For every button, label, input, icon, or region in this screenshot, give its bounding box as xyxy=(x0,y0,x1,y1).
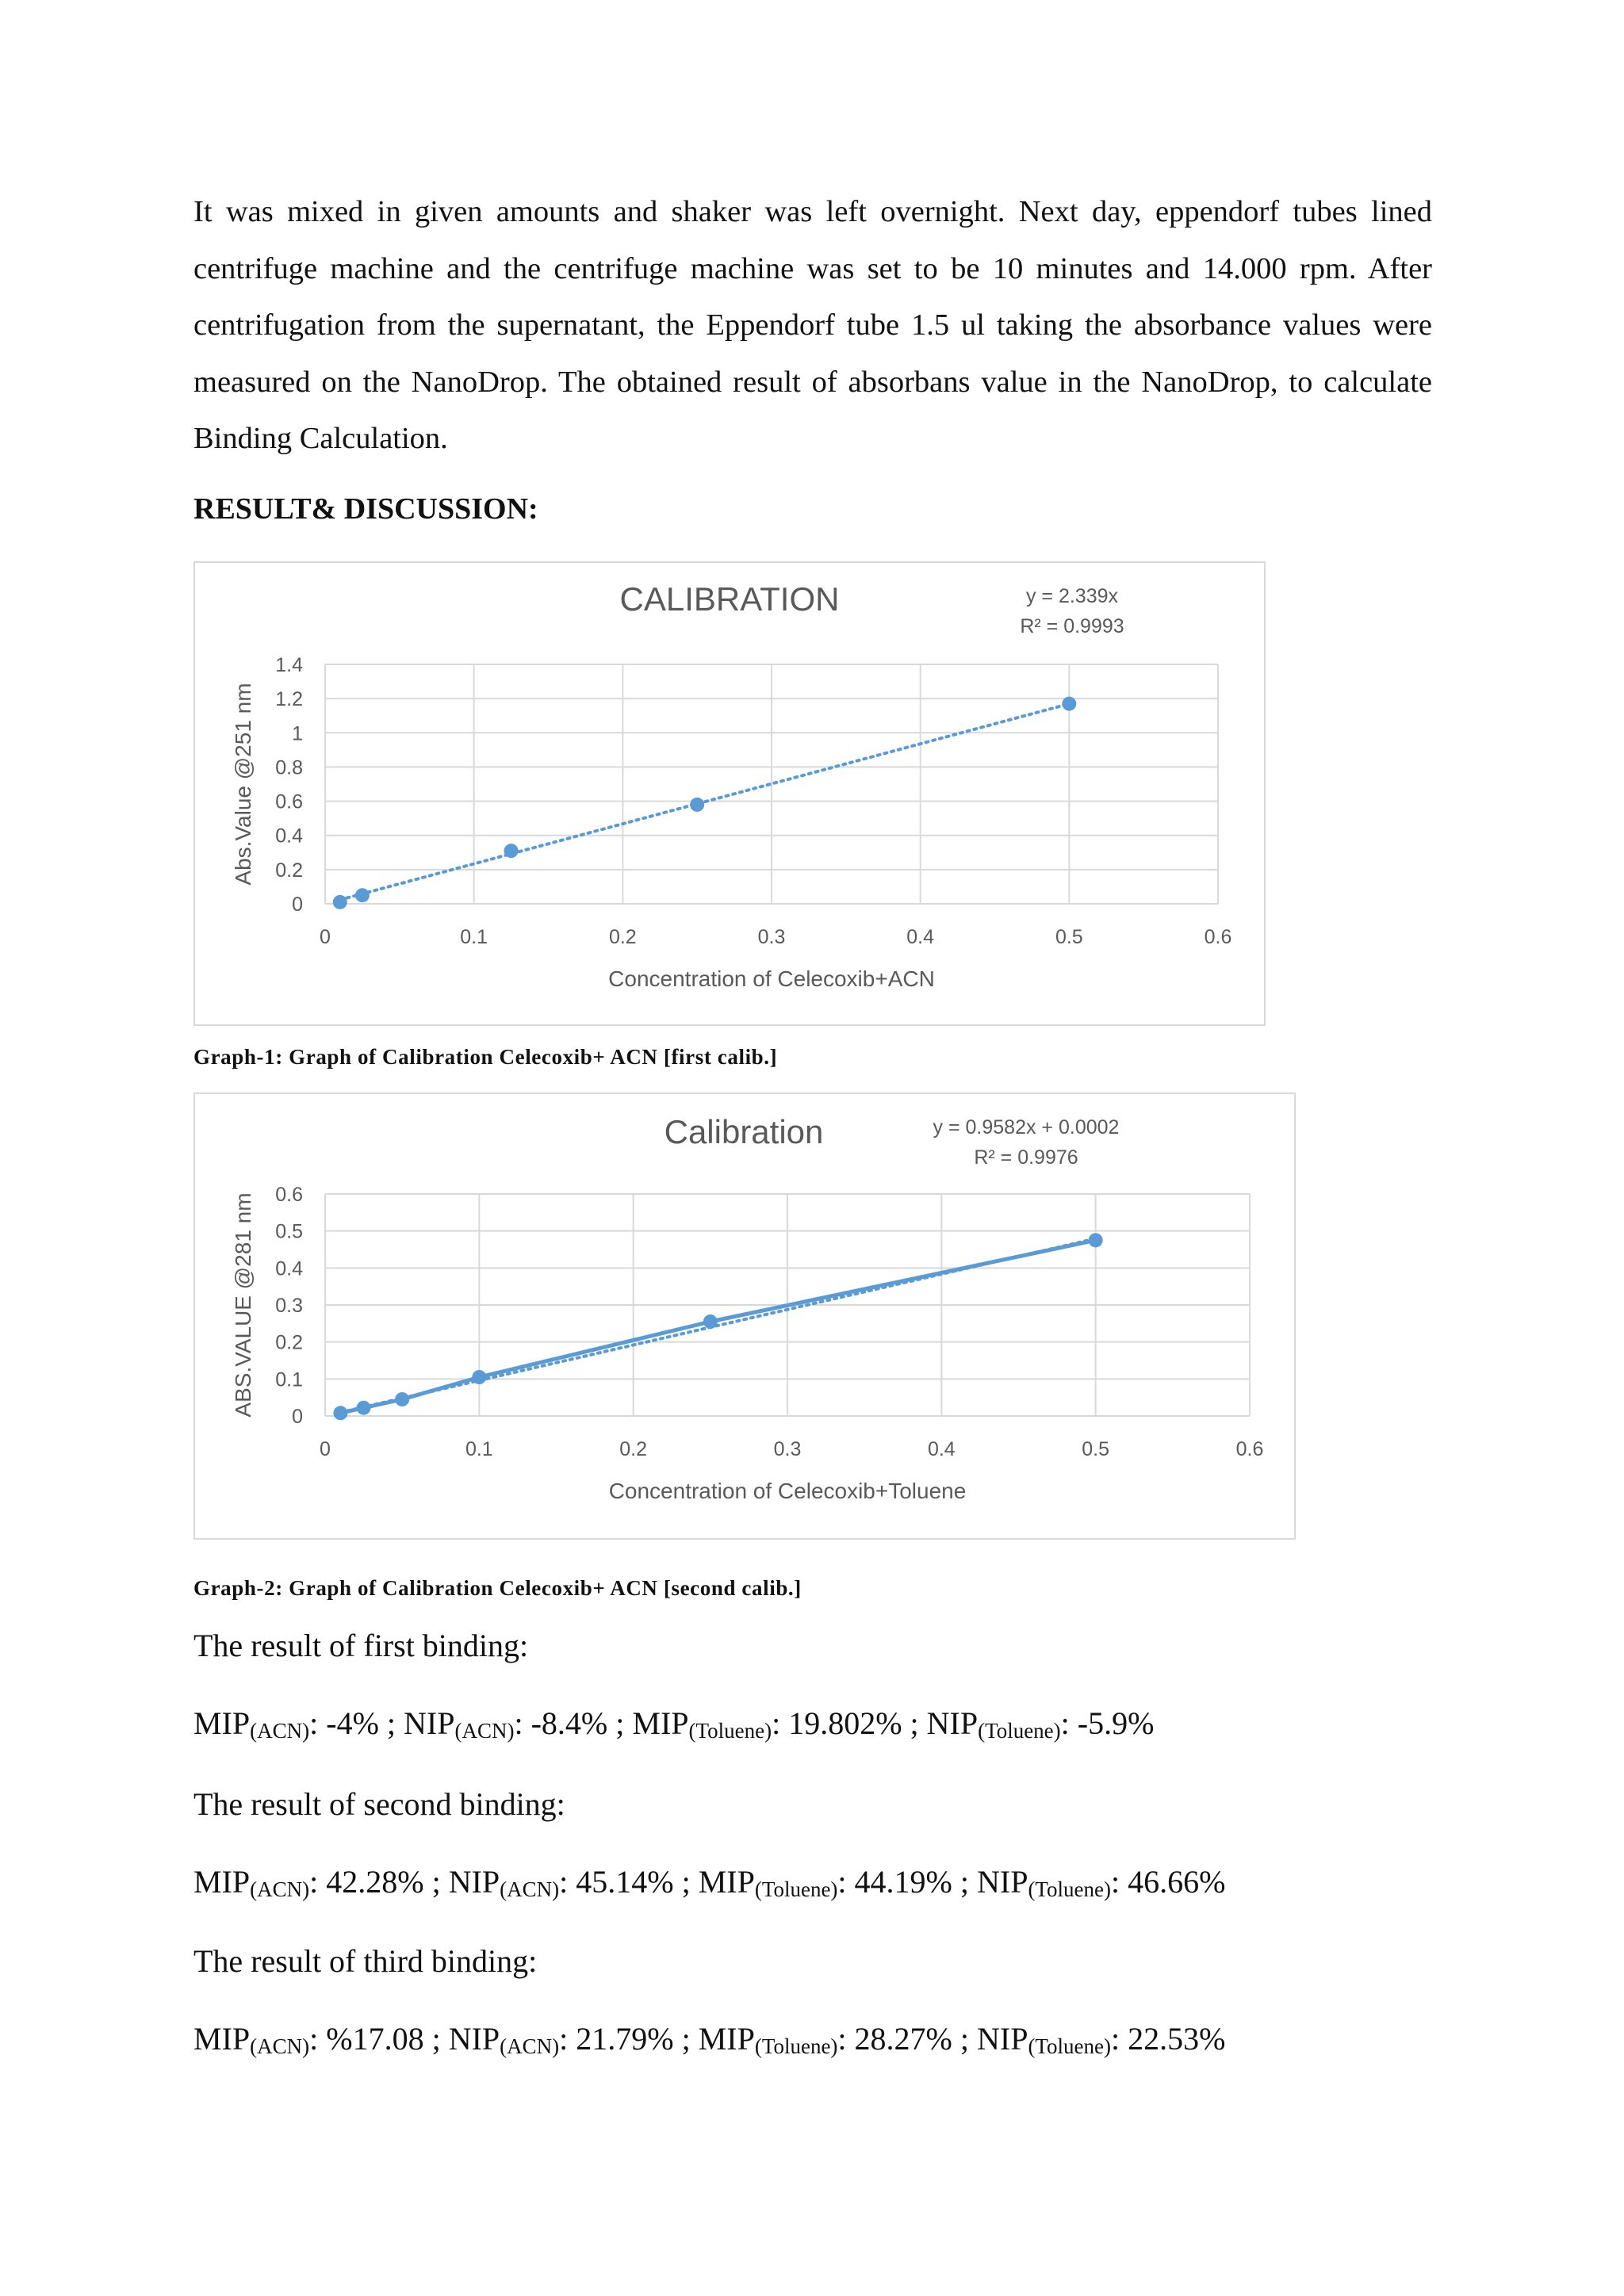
result-number: : 46.66% xyxy=(1111,1864,1226,1900)
y-tick-label: 1 xyxy=(292,722,303,745)
x-tick-label: 0.2 xyxy=(619,1438,648,1460)
result-subscript: (ACN) xyxy=(250,2034,310,2058)
result-label: MIP xyxy=(193,2021,251,2057)
y-tick-label: 0.4 xyxy=(275,1257,303,1280)
result-label: NIP xyxy=(976,2021,1028,2057)
calibration-chart-1 xyxy=(193,561,1266,1026)
result-number: : 19.802% xyxy=(772,1705,902,1741)
result-label: MIP xyxy=(698,2021,755,2057)
result-number: : 44.19% xyxy=(837,1864,952,1900)
result-subscript: (Toluene) xyxy=(978,1719,1061,1743)
result-subscript: (ACN) xyxy=(250,1719,310,1743)
x-tick-label: 0.4 xyxy=(906,926,935,948)
x-tick-label: 0.3 xyxy=(773,1438,802,1460)
x-tick-label: 0 xyxy=(320,1438,331,1460)
result-subscript: (Toluene) xyxy=(688,1719,772,1743)
data-point xyxy=(690,798,704,812)
data-point xyxy=(1089,1233,1103,1247)
x-tick-label: 0.2 xyxy=(608,926,637,948)
result-value xyxy=(927,1705,1155,1741)
y-tick-label: 0.3 xyxy=(275,1295,303,1317)
result-subscript: (ACN) xyxy=(500,2034,560,2058)
result-1-values xyxy=(193,1705,1154,1742)
result-separator: ; xyxy=(673,2021,699,2057)
result-2-values xyxy=(193,1863,1225,1900)
r-squared-label: R² = 0.9993 xyxy=(1020,615,1124,637)
result-3-values xyxy=(193,2020,1225,2057)
calibration-chart-2-svg xyxy=(195,1094,1294,1538)
result-value xyxy=(977,2021,1225,2057)
result-number: : -8.4% xyxy=(514,1705,608,1741)
y-tick-label: 1.4 xyxy=(275,654,303,676)
result-separator: ; xyxy=(902,1705,927,1741)
r-squared-label: R² = 0.9976 xyxy=(974,1146,1078,1169)
y-tick-label: 0.4 xyxy=(275,825,303,848)
result-value xyxy=(632,1705,902,1741)
result-number: : 28.27% xyxy=(837,2021,952,2057)
x-tick-label: 0.1 xyxy=(465,1438,493,1460)
result-label: NIP xyxy=(926,1705,979,1741)
x-tick-label: 0 xyxy=(320,926,331,948)
result-value xyxy=(193,1705,379,1741)
y-tick-label: 0 xyxy=(292,1406,303,1428)
data-point xyxy=(703,1314,718,1329)
result-subscript: (Toluene) xyxy=(1028,1877,1111,1901)
chart-title: Calibration xyxy=(664,1113,824,1150)
result-value xyxy=(977,1864,1225,1900)
result-number: : 42.28% xyxy=(309,1864,424,1900)
result-separator: ; xyxy=(952,1864,977,1900)
data-point xyxy=(504,844,519,858)
section-heading: RESULT& DISCUSSION: xyxy=(193,492,538,526)
result-value xyxy=(193,1864,424,1900)
result-separator: ; xyxy=(378,1705,404,1741)
trendline-equation: y = 0.9582x + 0.0002 xyxy=(933,1116,1120,1138)
result-2-intro: The result of second binding: xyxy=(193,1786,565,1822)
calibration-chart-2 xyxy=(193,1093,1296,1540)
result-subscript: (Toluene) xyxy=(754,2034,838,2058)
result-label: MIP xyxy=(632,1705,689,1741)
result-subscript: (ACN) xyxy=(454,1719,515,1743)
result-separator: ; xyxy=(423,2021,449,2057)
result-subscript: (ACN) xyxy=(500,1877,560,1901)
graph-2-caption: Graph-2: Graph of Calibration Celecoxib+ ACN [second calib.] xyxy=(193,1576,802,1600)
x-tick-label: 0.6 xyxy=(1204,926,1232,948)
result-value xyxy=(699,2021,952,2057)
result-3-intro: The result of third binding: xyxy=(193,1943,538,1979)
x-tick-label: 0.1 xyxy=(460,926,488,948)
result-value xyxy=(699,1864,952,1900)
data-point xyxy=(355,888,370,902)
data-point xyxy=(1062,697,1076,711)
x-axis-label: Concentration of Celecoxib+Toluene xyxy=(608,1479,967,1503)
result-1-intro: The result of first binding: xyxy=(193,1628,529,1663)
result-number: : 22.53% xyxy=(1111,2021,1226,2057)
trendline-equation: y = 2.339x xyxy=(1025,585,1119,607)
chart-title: CALIBRATION xyxy=(619,580,840,618)
x-tick-label: 0.6 xyxy=(1235,1438,1264,1460)
result-subscript: (Toluene) xyxy=(754,1877,838,1901)
result-separator: ; xyxy=(607,1705,633,1741)
result-value xyxy=(449,1864,674,1900)
y-tick-label: 0.6 xyxy=(275,790,303,813)
data-point xyxy=(395,1392,409,1406)
data-point xyxy=(357,1401,371,1415)
x-tick-label: 0.5 xyxy=(1082,1438,1110,1460)
y-tick-label: 0.8 xyxy=(275,756,303,779)
result-label: MIP xyxy=(698,1864,755,1900)
y-tick-label: 1.2 xyxy=(275,688,303,711)
result-number: : -4% xyxy=(309,1705,379,1741)
x-tick-label: 0.5 xyxy=(1055,926,1083,948)
calibration-chart-1-svg xyxy=(195,563,1264,1024)
result-separator: ; xyxy=(423,1864,449,1900)
x-tick-label: 0.4 xyxy=(927,1438,956,1460)
y-tick-label: 0.6 xyxy=(275,1184,303,1206)
result-label: NIP xyxy=(404,1705,455,1741)
result-value xyxy=(449,2021,674,2057)
x-tick-label: 0.3 xyxy=(757,926,786,948)
data-point xyxy=(472,1370,486,1384)
result-value xyxy=(404,1705,607,1741)
result-number: : %17.08 xyxy=(309,2021,424,2057)
result-subscript: (Toluene) xyxy=(1028,2034,1111,2058)
result-label: MIP xyxy=(193,1705,251,1741)
result-label: NIP xyxy=(448,1864,500,1900)
result-separator: ; xyxy=(673,1864,699,1900)
result-number: : -5.9% xyxy=(1060,1705,1155,1741)
data-point xyxy=(333,1406,347,1420)
methods-paragraph: It was mixed in given amounts and shaker was left overnight. Next day, eppendorf tubes lined centrifuge machine and the centrifuge machine was set to be 10 minutes and 14.000 rpm. After centrifugation from the supernatant, the Eppendorf tube 1.5 ul taking the absorbance values were measured on the NanoDrop. The obtained result of absorbans value in the NanoDrop, to calculate Binding Calculation. xyxy=(193,195,1432,455)
result-number: : 45.14% xyxy=(559,1864,674,1900)
y-axis-label: Abs.Value @251 nm xyxy=(231,683,255,886)
result-separator: ; xyxy=(952,2021,977,2057)
data-point xyxy=(333,895,347,909)
result-label: NIP xyxy=(976,1864,1028,1900)
y-tick-label: 0.1 xyxy=(275,1368,303,1391)
y-tick-label: 0.2 xyxy=(275,1331,303,1354)
result-label: NIP xyxy=(448,2021,500,2057)
y-tick-label: 0.2 xyxy=(275,859,303,882)
graph-1-caption: Graph-1: Graph of Calibration Celecoxib+ ACN [first calib.] xyxy=(193,1045,778,1069)
x-axis-label: Concentration of Celecoxib+ACN xyxy=(608,966,935,991)
y-tick-label: 0.5 xyxy=(275,1220,303,1243)
result-value xyxy=(193,2021,424,2057)
result-label: MIP xyxy=(193,1864,251,1900)
y-tick-label: 0 xyxy=(292,894,303,916)
result-subscript: (ACN) xyxy=(250,1877,310,1901)
y-axis-label: ABS.VALUE @281 nm xyxy=(231,1192,255,1418)
result-number: : 21.79% xyxy=(559,2021,674,2057)
